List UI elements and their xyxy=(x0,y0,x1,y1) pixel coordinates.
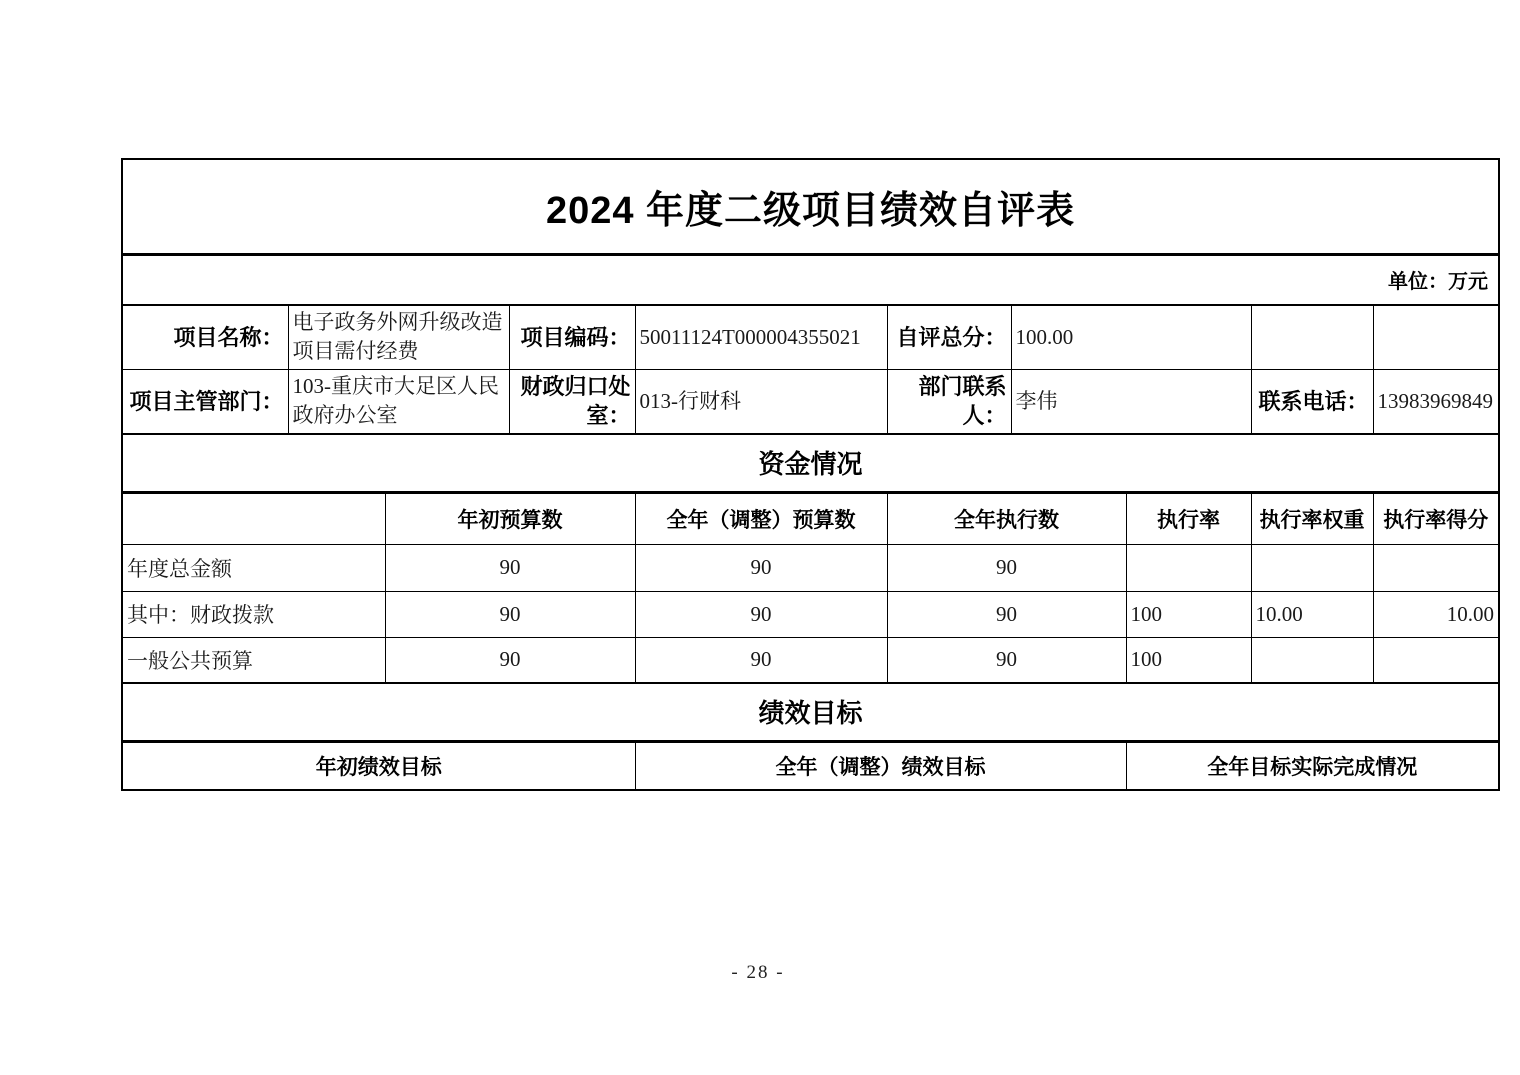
row-label-general-public-budget: 一般公共预算 xyxy=(122,637,385,683)
cell-value xyxy=(1251,637,1373,683)
cell-value: 90 xyxy=(635,637,887,683)
project-name-label: 项目名称： xyxy=(122,305,288,369)
cell-value xyxy=(1126,544,1251,591)
cell-value xyxy=(1373,637,1499,683)
col-header-adjusted-budget: 全年（调整）预算数 xyxy=(635,492,887,544)
project-code-value: 50011124T000004355021 xyxy=(635,305,887,369)
form-title: 2024 年度二级项目绩效自评表 xyxy=(122,159,1499,254)
info-row-1 xyxy=(122,305,1499,369)
funding-section-title: 资金情况 xyxy=(122,434,1499,492)
finance-office-label: 财政归口处室： xyxy=(509,369,635,434)
finance-office-value: 013-行财科 xyxy=(635,369,887,434)
targets-section-title: 绩效目标 xyxy=(122,683,1499,741)
unit-note-row xyxy=(122,254,1499,305)
cell-value xyxy=(1373,544,1499,591)
contact-phone-label: 联系电话： xyxy=(1251,369,1373,434)
cell-value: 90 xyxy=(887,591,1126,637)
project-name-value: 电子政务外网升级改造项目需付经费 xyxy=(288,305,509,369)
col-header-executed: 全年执行数 xyxy=(887,492,1126,544)
contact-phone-value: 13983969849 xyxy=(1373,369,1499,434)
col-header-initial-target: 年初绩效目标 xyxy=(122,741,635,790)
targets-header-row xyxy=(122,741,1499,790)
col-header-execution-rate: 执行率 xyxy=(1126,492,1251,544)
title-row xyxy=(122,159,1499,254)
cell-value: 90 xyxy=(887,637,1126,683)
cell-value: 10.00 xyxy=(1251,591,1373,637)
supervising-dept-value: 103-重庆市大足区人民政府办公室 xyxy=(288,369,509,434)
empty-cell xyxy=(1251,305,1373,369)
cell-value: 100 xyxy=(1126,637,1251,683)
funding-row-general-public-budget xyxy=(122,637,1499,683)
col-header-initial-budget: 年初预算数 xyxy=(385,492,635,544)
empty-cell xyxy=(122,492,385,544)
cell-value: 90 xyxy=(887,544,1126,591)
cell-value: 100 xyxy=(1126,591,1251,637)
self-score-value: 100.00 xyxy=(1011,305,1251,369)
self-score-label: 自评总分： xyxy=(887,305,1011,369)
empty-cell xyxy=(1373,305,1499,369)
cell-value: 90 xyxy=(635,591,887,637)
info-row-2 xyxy=(122,369,1499,434)
self-evaluation-form-table xyxy=(121,158,1500,791)
cell-value xyxy=(1251,544,1373,591)
funding-row-total xyxy=(122,544,1499,591)
project-code-label: 项目编码： xyxy=(509,305,635,369)
funding-section-row xyxy=(122,434,1499,492)
funding-row-fiscal-allocation xyxy=(122,591,1499,637)
cell-value: 90 xyxy=(385,544,635,591)
funding-header-row xyxy=(122,492,1499,544)
row-label-annual-total: 年度总金额 xyxy=(122,544,385,591)
cell-value: 90 xyxy=(635,544,887,591)
cell-value: 10.00 xyxy=(1373,591,1499,637)
cell-value: 90 xyxy=(385,637,635,683)
col-header-rate-weight: 执行率权重 xyxy=(1251,492,1373,544)
col-header-adjusted-target: 全年（调整）绩效目标 xyxy=(635,741,1126,790)
dept-contact-label: 部门联系人： xyxy=(887,369,1011,434)
col-header-rate-score: 执行率得分 xyxy=(1373,492,1499,544)
dept-contact-value: 李伟 xyxy=(1011,369,1251,434)
col-header-actual-completion: 全年目标实际完成情况 xyxy=(1126,741,1499,790)
row-label-fiscal-allocation: 其中：财政拨款 xyxy=(122,591,385,637)
page-number: - 28 - xyxy=(731,962,785,983)
supervising-dept-label: 项目主管部门： xyxy=(122,369,288,434)
unit-note: 单位：万元 xyxy=(122,254,1499,305)
cell-value: 90 xyxy=(385,591,635,637)
targets-section-row xyxy=(122,683,1499,741)
